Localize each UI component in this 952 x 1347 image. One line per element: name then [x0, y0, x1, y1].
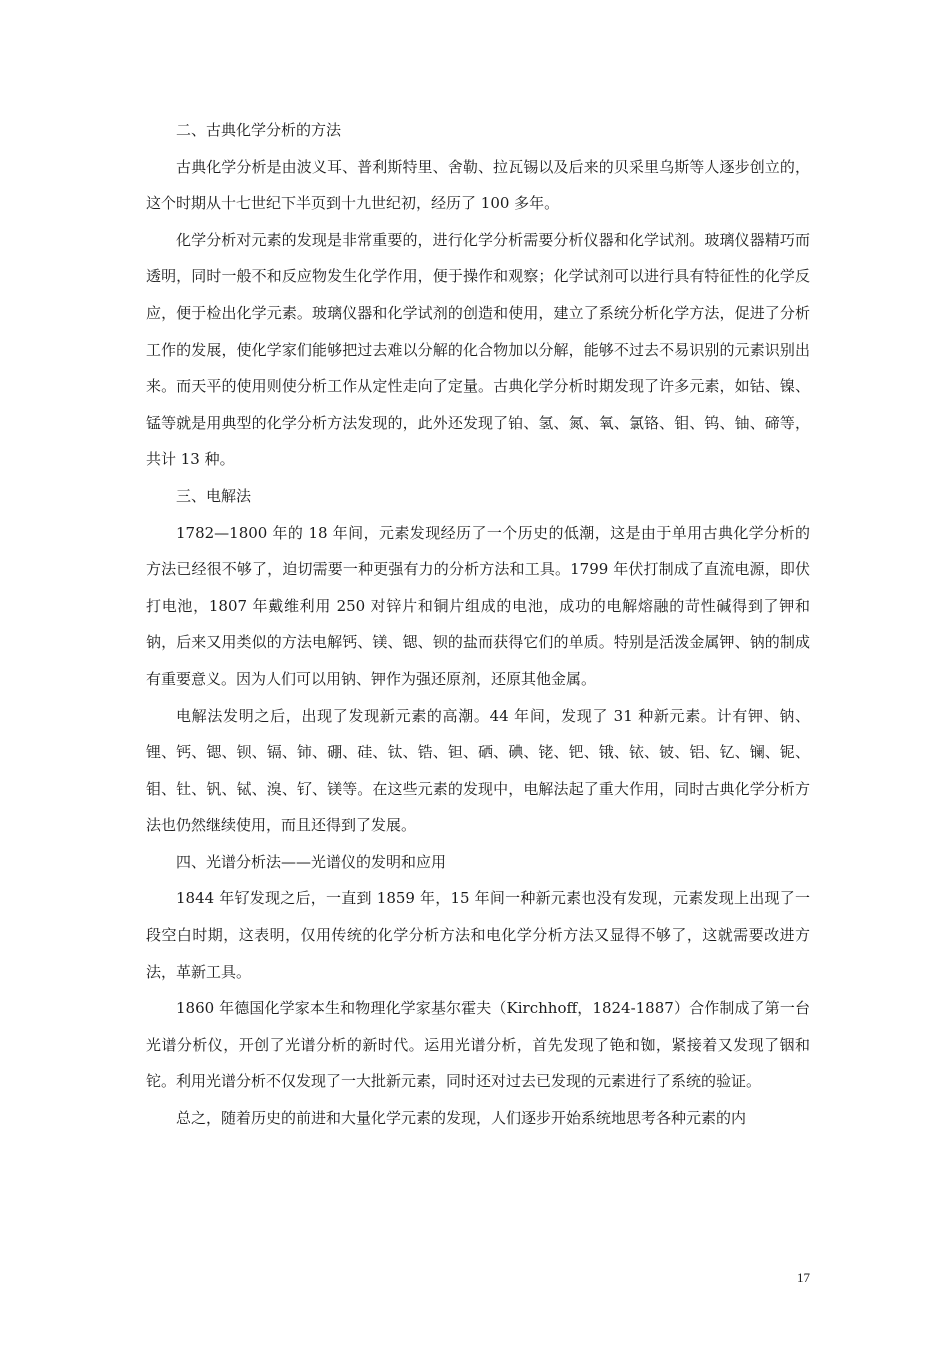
paragraph-electrolysis-discoveries: 电解法发明之后，出现了发现新元素的高潮。44 年间，发现了 31 种新元素。计有钾、钠、锂、钙、锶、钡、镉、铈、硼、硅、钛、锆、钽、硒、碘、铑、钯、锇、铱、铍、铝、钇、镧、铌、钼、钍、钒、铽、溴、钌、镁等。在这些元素的发现中，电解法起了重大作用，同时古典化学分析方法也仍然继续使用，而且还得到了发展。 — [146, 706, 810, 835]
paragraph-chemical-analysis-importance: 化学分析对元素的发现是非常重要的，进行化学分析需要分析仪器和化学试剂。玻璃仪器精巧而透明，同时一般不和反应物发生化学作用，便于操作和观察；化学试剂可以进行具有特征性的化学反应，便于检出化学元素。玻璃仪器和化学试剂的创造和使用，建立了系统分析化学方法，促进了分析工作的发展，使化学家们能够把过去难以分解的化合物加以分解，能够不过去不易识别的元素识别出来。而天平的使用则使分析工作从定性走向了定量。古典化学分析时期发现了许多元素，如钴、镍、锰等就是用典型的化学分析方法发现的，此外还发现了铂、氢、氮、氧、氯铬、钼、钨、铀、碲等，共计 13 种。 — [146, 230, 810, 469]
paragraph-spectral-gap: 1844 年钌发现之后，一直到 1859 年，15 年间一种新元素也没有发现，元素发现上出现了一段空白时期，这表明，仅用传统的化学分析方法和电化学分析方法又显得不够了，这就需要改进方法，革新工具。 — [146, 889, 810, 981]
section-heading-electrolysis: 三、电解法 — [176, 486, 252, 505]
paragraph-classical-analysis-intro: 古典化学分析是由波义耳、普利斯特里、舍勒、拉瓦锡以及后来的贝采里乌斯等人逐步创立的，这个时期从十七世纪下半页到十九世纪初，经历了 100 多年。 — [146, 157, 810, 213]
document-body — [146, 112, 810, 1137]
section-heading-spectral-analysis: 四、光谱分析法——光谱仪的发明和应用 — [176, 852, 447, 871]
page-number: 17 — [797, 1270, 810, 1285]
paragraph-conclusion: 总之，随着历史的前进和大量化学元素的发现，人们逐步开始系统地思考各种元素的内 — [176, 1109, 747, 1128]
section-heading-classical-analysis: 二、古典化学分析的方法 — [176, 121, 342, 139]
paragraph-electrolysis-history: 1782—1800 年的 18 年间，元素发现经历了一个历史的低潮，这是由于单用古典化学分析的方法已经很不够了，迫切需要一种更强有力的分析方法和工具。1799 年伏打制成了直流电源，即伏打电池，1807 年戴维利用 250 对锌片和铜片组成的电池，成功的电解熔融的苛性碱得到了钾和钠，后来又用类似的方法电解钙、镁、锶、钡的盐而获得它们的单质。特别是活泼金属钾、钠的制成有重要意义。因为人们可以用钠、钾作为强还原剂，还原其他金属。 — [146, 523, 810, 688]
paragraph-spectroscope-invention: 1860 年德国化学家本生和物理化学家基尔霍夫（Kirchhoff，1824-1887）合作制成了第一台光谱分析仪，开创了光谱分析的新时代。运用光谱分析，首先发现了铯和铷，紧接着又发现了铟和铊。利用光谱分析不仅发现了一大批新元素，同时还对过去已发现的元素进行了系统的验证。 — [146, 999, 810, 1091]
